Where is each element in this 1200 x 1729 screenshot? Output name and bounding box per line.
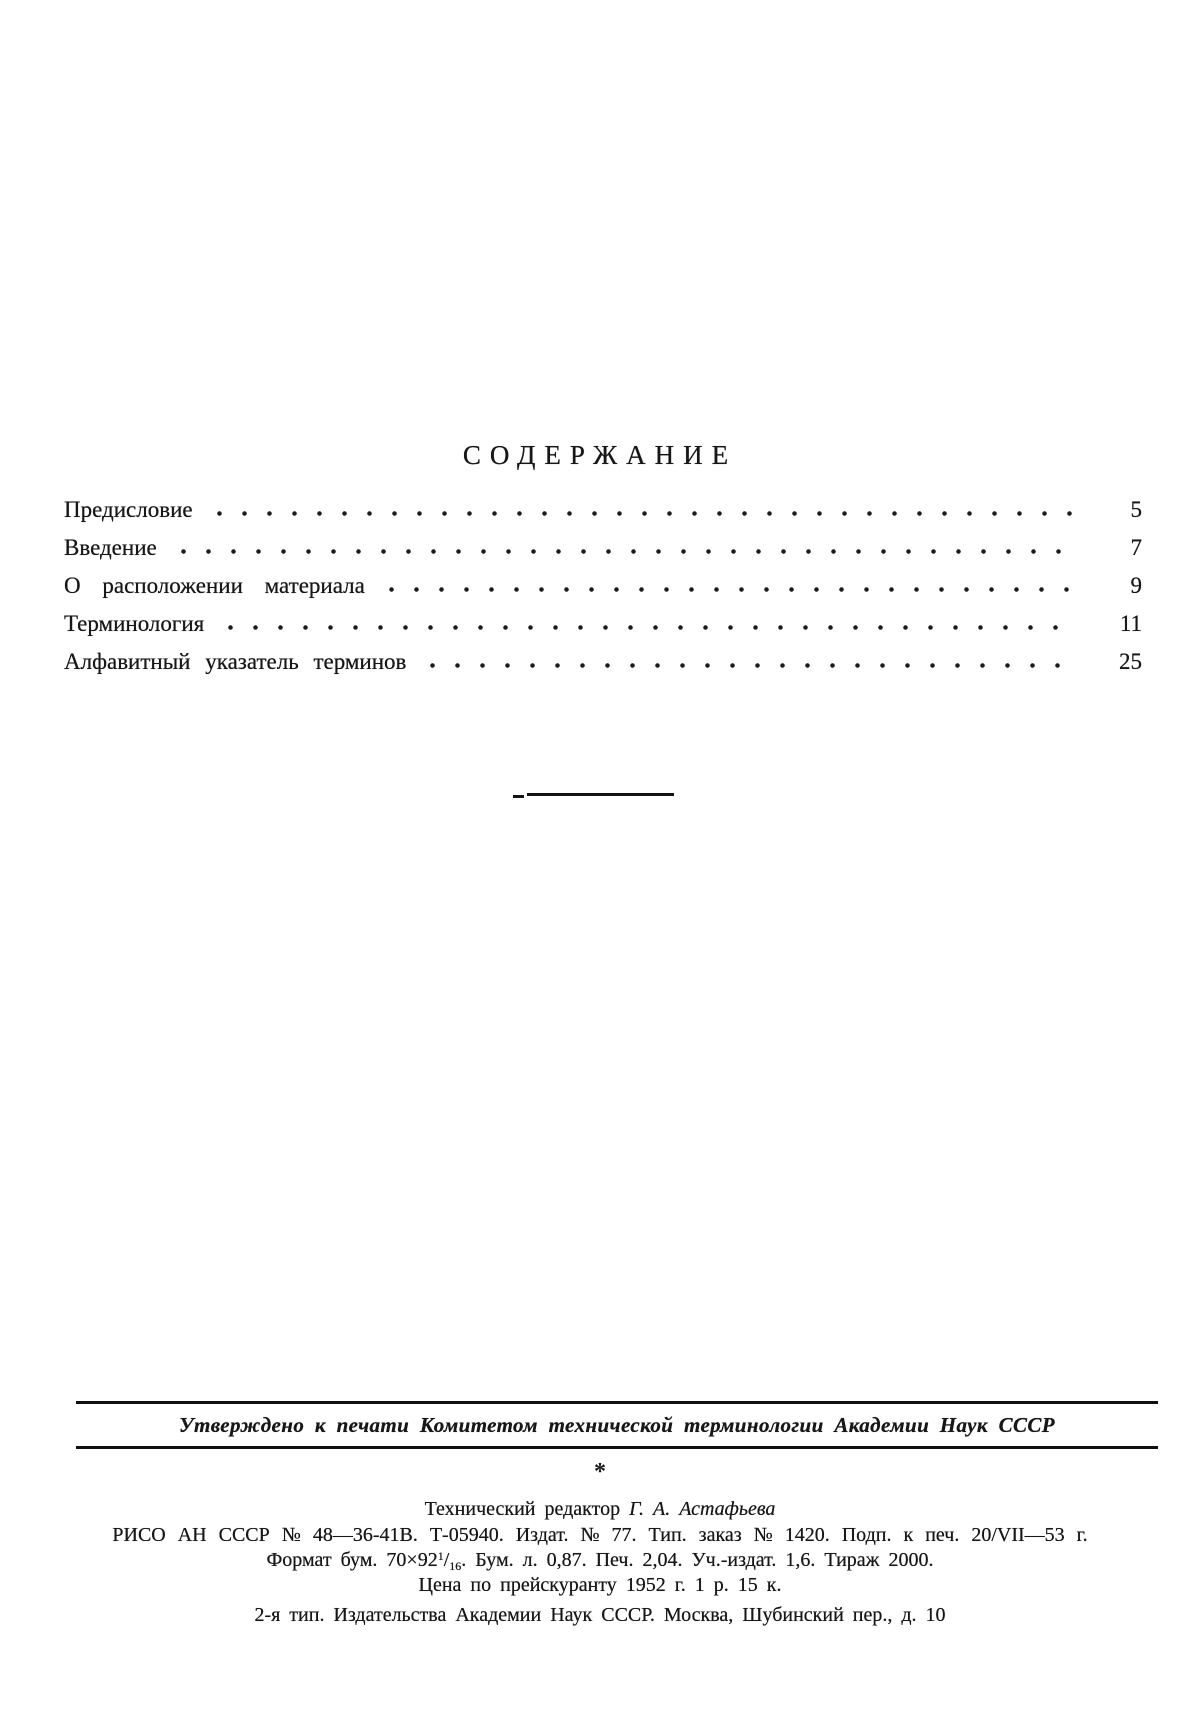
content-divider <box>527 793 674 796</box>
dot-leader <box>383 586 1074 593</box>
approval-banner <box>76 1401 1158 1449</box>
format-prefix: Формат бум. 70×92 <box>266 1549 438 1571</box>
toc-entry <box>64 535 1142 573</box>
dot-leader <box>175 548 1074 555</box>
printer-line: 2-я тип. Издательства Академии Наук СССР. Москва, Шубинский пер., д. 10 <box>254 1604 946 1626</box>
format-suffix: . Бум. л. 0,87. Печ. 2,04. Уч.-издат. 1,6. Тираж 2000. <box>461 1549 934 1571</box>
dot-leader <box>222 624 1074 631</box>
editor-name: Г. А. Астафьева <box>629 1498 776 1520</box>
toc-entry-label: О расположении материала <box>64 573 365 598</box>
toc-entry-label: Алфавитный указатель терминов <box>64 649 407 674</box>
table-of-contents <box>64 497 1142 687</box>
dot-leader <box>424 662 1074 669</box>
toc-entry <box>64 649 1142 687</box>
toc-entry <box>64 497 1142 535</box>
toc-page-number: 9 <box>1130 573 1142 598</box>
toc-entry-label: Терминология <box>64 611 205 636</box>
toc-entry <box>64 573 1142 611</box>
approval-text: Утверждено к печати Комитетом технической терминологии Академии Наук СССР <box>178 1412 1056 1437</box>
editor-line <box>0 1498 1200 1521</box>
toc-entry <box>64 611 1142 649</box>
toc-entry-label: Введение <box>64 535 157 560</box>
toc-page-number: 11 <box>1119 611 1142 636</box>
format-line <box>0 1549 1200 1574</box>
editor-label: Технический редактор <box>424 1498 621 1520</box>
riso-imprint-line: РИСО АН СССР № 48—36-41В. Т-05940. Издат. № 77. Тип. заказ № 1420. Подп. к печ. 20/VII—53 г. <box>112 1524 1088 1546</box>
toc-page-number: 25 <box>1119 649 1142 674</box>
asterisk-separator: * <box>594 1459 606 1485</box>
page-title: СОДЕРЖАНИЕ <box>462 440 738 470</box>
toc-page-number: 7 <box>1130 535 1142 560</box>
dot-leader <box>211 510 1074 517</box>
fraction: $^1/_{16}$ <box>437 1549 462 1573</box>
price-line: Цена по прейскуранту 1952 г. 1 р. 15 к. <box>418 1574 782 1596</box>
toc-page-number: 5 <box>1130 497 1142 522</box>
toc-entry-label: Предисловие <box>64 497 193 522</box>
